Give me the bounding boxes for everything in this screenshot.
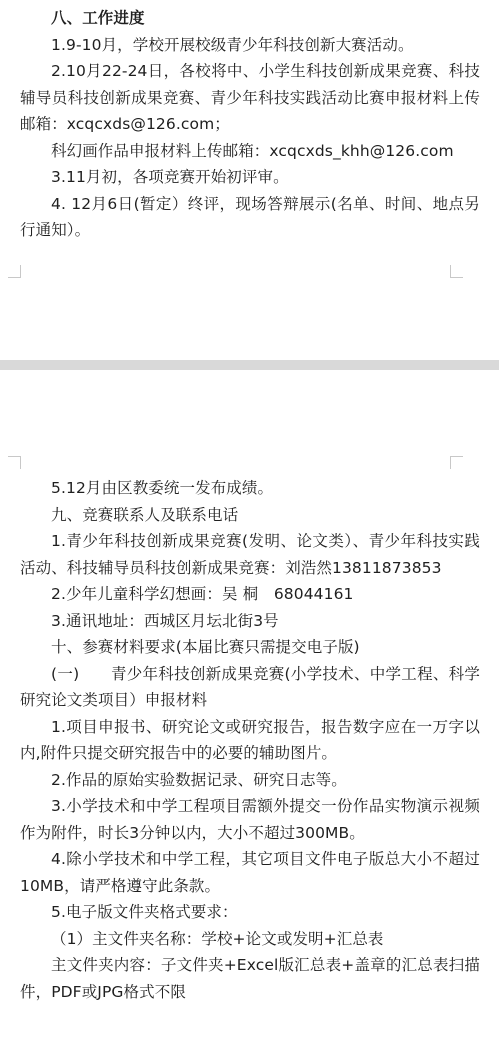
corner-crop-mark: [450, 456, 463, 469]
paragraph: 3.11月初，各项竞赛开始初评审。: [51, 168, 289, 186]
document-page-2: [0, 370, 499, 1049]
document-page-1: [0, 0, 499, 360]
corner-crop-mark: [450, 265, 463, 278]
page-1-text: [20, 5, 480, 244]
paragraph: 1.青少年科技创新成果竞赛(发明、论文类）、青少年科技实践活动、科技辅导员科技创新成果竞赛：刘浩然13811873853: [20, 532, 480, 577]
paragraph: 4.除小学技术和中学工程，其它项目文件电子版总大小不超过10MB，请严格遵守此条款。: [20, 850, 480, 895]
section-heading-work-progress: 八、工作进度: [51, 9, 145, 27]
paragraph: 主文件夹内容：子文件夹+Excel版汇总表+盖章的汇总表扫描件，PDF或JPG格式不限: [20, 956, 480, 1001]
paragraph: 科幻画作品申报材料上传邮箱：xcqcxds_khh@126.com: [51, 141, 454, 160]
paragraph: 4. 12月6日(暂定）终评，现场答辩展示(名单、时间、地点另行通知）。: [20, 194, 480, 239]
corner-crop-mark: [8, 456, 21, 469]
paragraph: (一) 青少年科技创新成果竞赛(小学技术、中学工程、科学研究论文类项目）申报材料: [20, 664, 480, 709]
corner-crop-mark: [8, 265, 21, 278]
paragraph: 2.10月22-24日，各校将中、小学生科技创新成果竞赛、科技辅导员科技创新成果竞赛、青少年科技实践活动比赛申报材料上传邮箱：xcqcxds@126.com；: [20, 62, 480, 133]
paragraph: 5.电子版文件夹格式要求：: [51, 903, 238, 921]
page-2-text: [20, 475, 480, 1005]
paragraph: （1）主文件夹名称：学校+论文或发明+汇总表: [51, 929, 384, 948]
section-heading-contacts: 九、竞赛联系人及联系电话: [51, 505, 239, 524]
paragraph: 5.12月由区教委统一发布成绩。: [51, 479, 274, 497]
paragraph: 2.作品的原始实验数据记录、研究日志等。: [51, 770, 347, 789]
paragraph: 1.项目申报书、研究论文或研究报告，报告数字应在一万字以内,附件只提交研究报告中的必要的辅助图片。: [20, 717, 480, 762]
paragraph: 3.小学技术和中学工程项目需额外提交一份作品实物演示视频作为附件，时长3分钟以内，大小不超过300MB。: [20, 797, 480, 842]
paragraph: 3.通讯地址：西城区月坛北街3号: [51, 611, 279, 630]
section-heading-materials: 十、参赛材料要求(本届比赛只需提交电子版): [51, 638, 360, 656]
paragraph: 2.少年儿童科学幻想画：吴 桐 68044161: [51, 585, 354, 603]
page-separator: [0, 360, 499, 370]
paragraph: 1.9-10月，学校开展校级青少年科技创新大赛活动。: [51, 35, 414, 54]
